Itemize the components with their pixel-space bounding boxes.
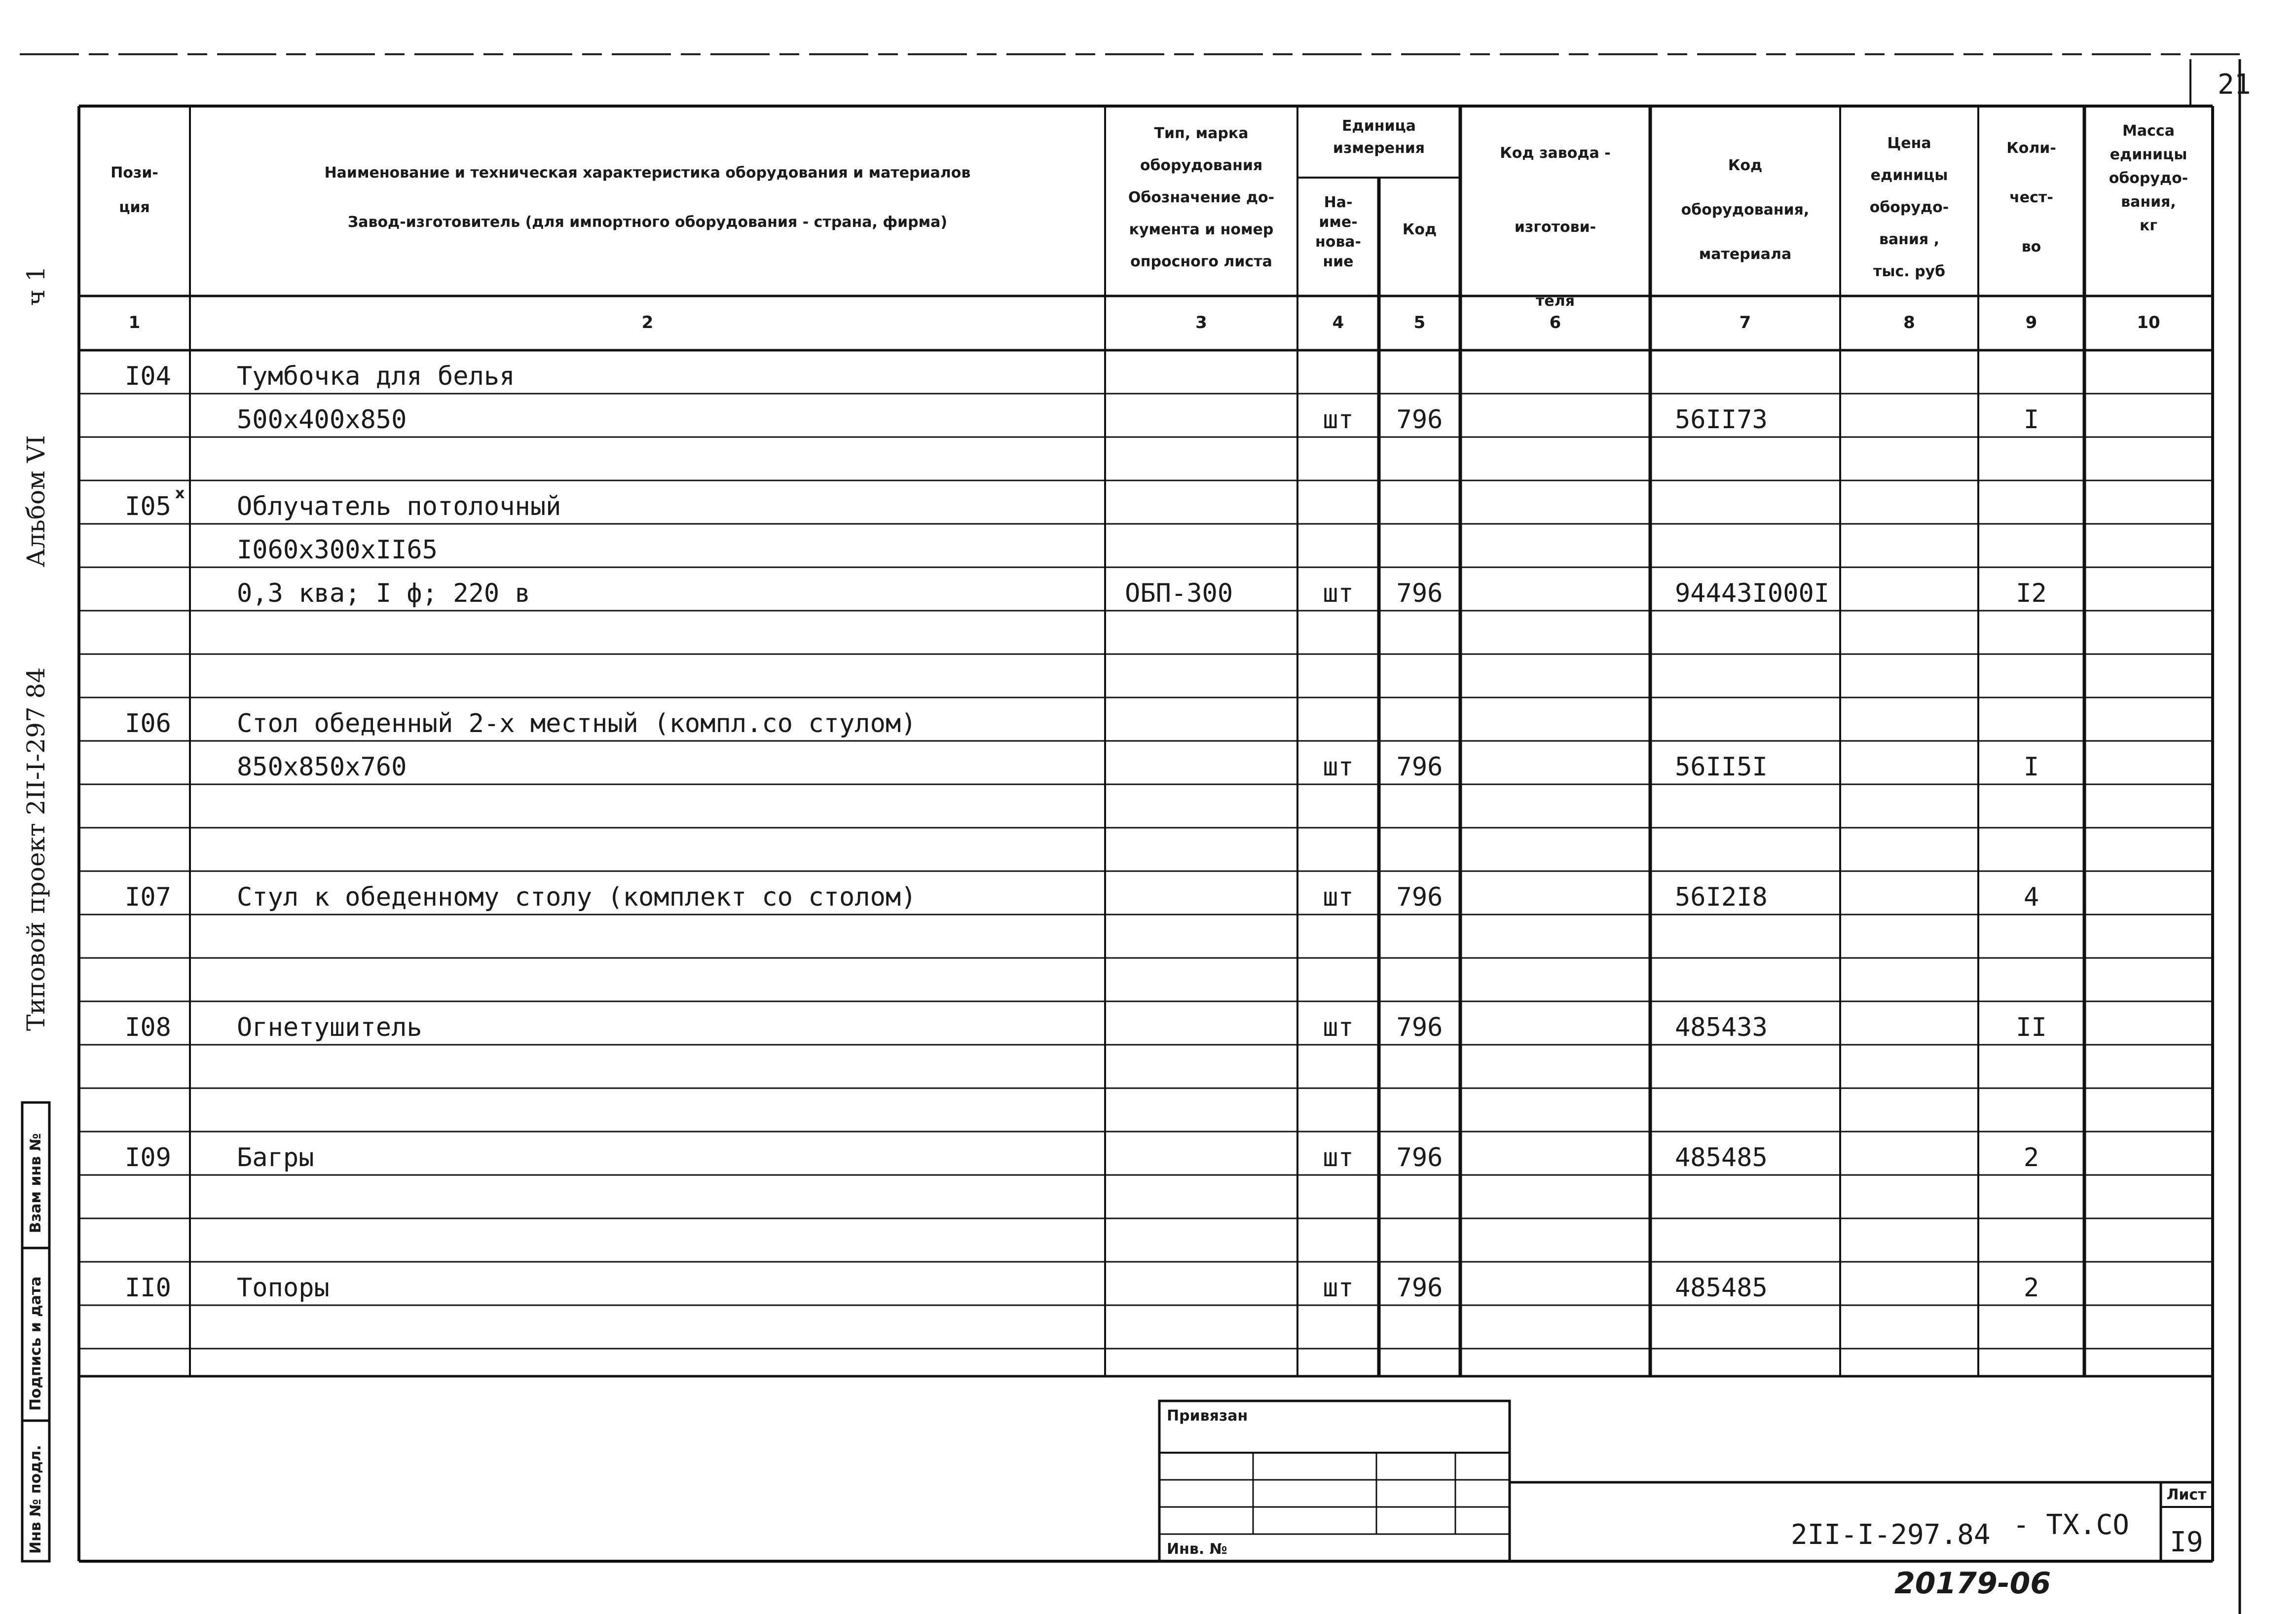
sheet-number: I9 — [2170, 1526, 2203, 1558]
quantity: I2 — [2016, 579, 2047, 608]
replace-inv-label: Взам инв № — [27, 1133, 44, 1233]
item-name: 0,3 ква; I ф; 220 в — [237, 579, 530, 608]
position-number: I05 — [125, 492, 171, 521]
item-name: Топоры — [237, 1273, 330, 1303]
unit-code: 796 — [1396, 405, 1443, 435]
position-number: I09 — [125, 1143, 171, 1173]
column-header-label: чест- — [2009, 189, 2053, 206]
column-header-label: во — [2021, 238, 2041, 256]
column-header-label: Масса — [2122, 122, 2175, 140]
album-label: Альбом VI — [22, 435, 50, 567]
document-code-suffix: - TX.CO — [2013, 1509, 2130, 1541]
column-number: 2 — [641, 313, 654, 332]
column-number: 4 — [1332, 313, 1344, 332]
table-body — [125, 362, 2047, 1303]
unit-code: 796 — [1396, 1273, 1443, 1303]
column-number: 10 — [2137, 313, 2160, 332]
quantity: I — [2023, 752, 2039, 782]
equipment-code: 56II5I — [1675, 752, 1768, 782]
column-header-label: вания, — [2121, 193, 2176, 211]
column-header-label: единицы — [1870, 167, 1948, 184]
side-labels — [22, 69, 2251, 1554]
unit-group-header: измерения — [1333, 140, 1425, 157]
part-label: ч 1 — [22, 266, 50, 306]
position-number: I06 — [125, 709, 171, 738]
unit-name: шт — [1323, 1143, 1354, 1173]
column-header-label: оборудо- — [1869, 199, 1949, 216]
unit-code: 796 — [1396, 752, 1443, 782]
equipment-code: 94443I000I — [1675, 579, 1830, 608]
column-header-label: оборудования, — [1681, 201, 1810, 219]
binding-stamp-title: Привязан — [1167, 1407, 1248, 1425]
column-header-label: Цена — [1887, 135, 1931, 152]
column-header-label: Обозначение до- — [1128, 189, 1275, 206]
equipment-type: ОБП-300 — [1125, 579, 1233, 608]
position-mark: x — [175, 485, 185, 502]
item-name: 850x850x760 — [237, 752, 407, 782]
handwritten-number: 20179-06 — [1894, 1566, 2051, 1601]
unit-code: 796 — [1396, 1143, 1443, 1173]
binding-stamp — [1159, 1401, 1510, 1561]
unit-name: шт — [1323, 1013, 1354, 1042]
column-number: 7 — [1739, 313, 1751, 332]
page-number: 21 — [2218, 69, 2251, 101]
quantity: 4 — [2023, 882, 2039, 912]
column-header-label: Наименование и техническая характеристика оборудования и материалов — [324, 164, 971, 182]
column-header-label: Коли- — [2006, 140, 2056, 157]
equipment-code: 485485 — [1675, 1273, 1768, 1303]
sheet-frame — [20, 54, 2240, 1614]
column-header-label: Пози- — [111, 164, 158, 182]
column-header-label: оборудования — [1140, 157, 1263, 174]
column-header-label: кг — [2139, 217, 2158, 234]
column-header-label: изготови- — [1514, 219, 1596, 236]
column-header-label: опросного листа — [1130, 253, 1272, 270]
equipment-code: 485433 — [1675, 1013, 1768, 1042]
column-number: 8 — [1903, 313, 1915, 332]
unit-name: шт — [1323, 405, 1354, 435]
column-header-label: име- — [1319, 214, 1358, 231]
column-header-label: Код — [1402, 221, 1437, 238]
quantity: 2 — [2023, 1273, 2039, 1303]
column-header-label: единицы — [2110, 146, 2187, 163]
table-header — [111, 117, 2188, 332]
unit-group-header: Единица — [1342, 117, 1416, 135]
item-name: Облучатель потолочный — [237, 492, 561, 521]
column-header-label: ние — [1323, 253, 1354, 270]
item-name: Тумбочка для белья — [237, 362, 515, 391]
item-name: Стол обеденный 2-х местный (компл.со стулом) — [237, 709, 917, 738]
equipment-code: 485485 — [1675, 1143, 1768, 1173]
column-header-label: Код — [1728, 157, 1763, 174]
equipment-code: 56II73 — [1675, 405, 1768, 435]
column-header-label: кумента и номер — [1129, 221, 1274, 238]
column-header-label: тыс. руб — [1873, 263, 1946, 280]
unit-code: 796 — [1396, 579, 1443, 608]
column-header-label: вания , — [1879, 231, 1940, 248]
unit-code: 796 — [1396, 882, 1443, 912]
item-name: Стул к обеденному столу (комплект со столом) — [237, 882, 917, 912]
column-header-label: теля — [1536, 293, 1575, 310]
column-number: 9 — [2025, 313, 2037, 332]
quantity: II — [2016, 1013, 2047, 1042]
equipment-code: 56I2I8 — [1675, 882, 1768, 912]
unit-code: 796 — [1396, 1013, 1443, 1042]
unit-name: шт — [1323, 752, 1354, 782]
column-header-label: Завод-изготовитель (для импортного оборудования - страна, фирма) — [347, 214, 948, 231]
column-header-label: Код завода - — [1500, 145, 1611, 162]
column-header-label: оборудо- — [2109, 170, 2188, 187]
inv-number-label: Инв № подл. — [27, 1445, 44, 1554]
signature-date-label: Подпись и дата — [27, 1276, 44, 1411]
quantity: 2 — [2023, 1143, 2039, 1173]
column-number: 3 — [1195, 313, 1207, 332]
unit-name: шт — [1323, 882, 1354, 912]
column-header-label: нова- — [1315, 233, 1362, 251]
column-header-label: материала — [1699, 246, 1792, 263]
column-header-label: ция — [119, 199, 150, 216]
sheet-label: Лист — [2166, 1486, 2207, 1504]
quantity: I — [2023, 405, 2039, 435]
position-number: I08 — [125, 1013, 171, 1042]
item-name: 500x400x850 — [237, 405, 407, 435]
position-number: II0 — [125, 1273, 171, 1303]
column-header-label: Тип, марка — [1154, 125, 1249, 142]
column-header-label: На- — [1324, 194, 1353, 211]
item-name: Багры — [237, 1143, 314, 1173]
unit-name: шт — [1323, 1273, 1354, 1303]
column-number: 6 — [1549, 313, 1561, 332]
inv-number-field: Инв. № — [1167, 1541, 1227, 1558]
column-number: 1 — [128, 313, 141, 332]
position-number: I07 — [125, 882, 171, 912]
item-name: Огнетушитель — [237, 1013, 422, 1042]
unit-name: шт — [1323, 579, 1354, 608]
project-label: Типовой проект 2II-I-297 84 — [22, 667, 50, 1031]
document-code: 2II-I-297.84 — [1791, 1519, 1991, 1551]
column-number: 5 — [1413, 313, 1426, 332]
position-number: I04 — [125, 362, 171, 391]
item-name: I060x300xII65 — [237, 535, 438, 565]
title-block — [1159, 1401, 2213, 1601]
